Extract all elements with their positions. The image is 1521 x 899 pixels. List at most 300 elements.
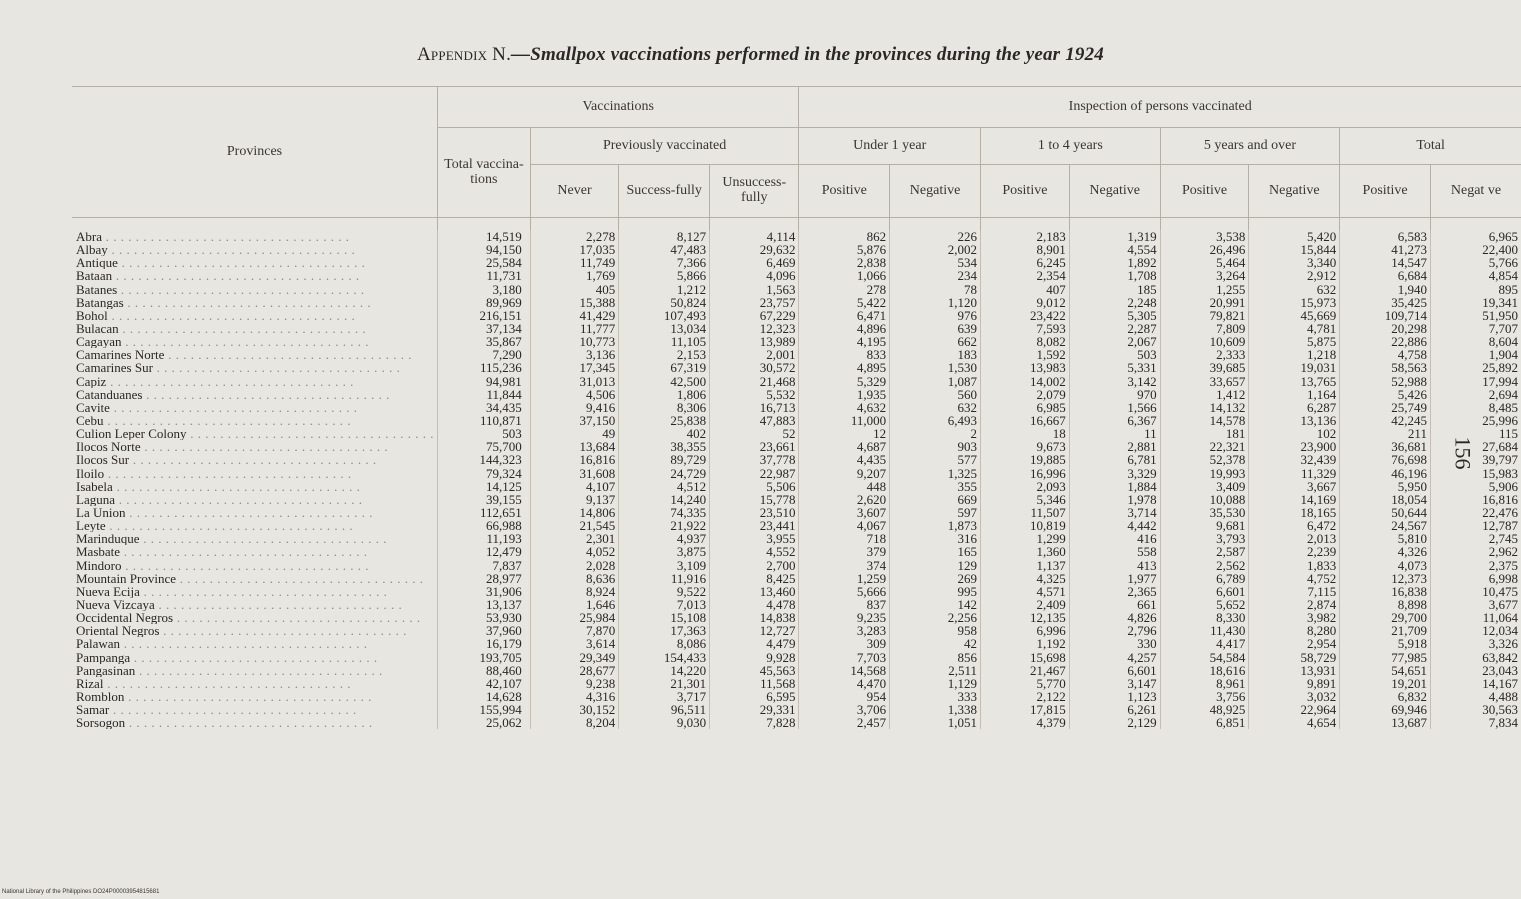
cell-under1-positive: 3,706	[799, 703, 890, 716]
cell-5plus-positive: 6,789	[1160, 572, 1249, 585]
cell-unsuccessfully: 14,838	[710, 611, 799, 624]
cell-never: 8,924	[530, 585, 619, 598]
cell-province: Albay . . .	[72, 243, 438, 256]
cell-5plus-positive: 7,809	[1160, 322, 1249, 335]
cell-total-positive: 42,245	[1340, 414, 1431, 427]
cell-1to4-positive: 2,183	[981, 230, 1070, 243]
cell-total-positive: 29,700	[1340, 611, 1431, 624]
table-row	[72, 335, 1521, 348]
cell-total-vaccinations: 11,731	[438, 269, 531, 282]
header-inspection: Inspection of persons vaccinated	[799, 87, 1521, 128]
cell-5plus-positive: 39,685	[1160, 361, 1249, 374]
cell-total-positive: 46,196	[1340, 467, 1431, 480]
cell-5plus-negative: 2,912	[1249, 269, 1340, 282]
cell-never: 4,107	[530, 480, 619, 493]
cell-5plus-negative: 45,669	[1249, 309, 1340, 322]
cell-total-negative: 16,816	[1430, 493, 1521, 506]
cell-never: 16,816	[530, 453, 619, 466]
cell-total-negative: 14,167	[1430, 677, 1521, 690]
cell-under1-negative: 577	[890, 453, 981, 466]
cell-successfully: 11,105	[619, 335, 710, 348]
header-1to4-negative: Negative	[1069, 165, 1160, 218]
cell-total-positive: 22,886	[1340, 335, 1431, 348]
cell-1to4-positive: 2,093	[981, 480, 1070, 493]
cell-1to4-positive: 5,346	[981, 493, 1070, 506]
cell-1to4-positive: 16,996	[981, 467, 1070, 480]
table-row	[72, 401, 1521, 414]
cell-total-positive: 14,547	[1340, 256, 1431, 269]
cell-under1-positive: 9,207	[799, 467, 890, 480]
cell-5plus-negative: 23,900	[1249, 440, 1340, 453]
cell-unsuccessfully: 22,987	[710, 467, 799, 480]
cell-province: Iloilo . . .	[72, 467, 438, 480]
page-title	[0, 44, 1521, 66]
cell-total-negative: 115	[1430, 427, 1521, 440]
cell-under1-positive: 278	[799, 283, 890, 296]
cell-under1-negative: 78	[890, 283, 981, 296]
cell-never: 1,646	[530, 598, 619, 611]
cell-total-vaccinations: 94,150	[438, 243, 531, 256]
cell-under1-positive: 2,620	[799, 493, 890, 506]
cell-total-negative: 17,994	[1430, 375, 1521, 388]
cell-province: Palawan . . .	[72, 637, 438, 650]
cell-province: Nueva Ecija . . .	[72, 585, 438, 598]
cell-5plus-negative: 8,280	[1249, 624, 1340, 637]
cell-1to4-negative: 3,147	[1069, 677, 1160, 690]
cell-never: 17,035	[530, 243, 619, 256]
cell-under1-negative: 560	[890, 388, 981, 401]
table-row	[72, 309, 1521, 322]
cell-1to4-positive: 11,507	[981, 506, 1070, 519]
cell-1to4-negative: 1,977	[1069, 572, 1160, 585]
cell-under1-negative: 142	[890, 598, 981, 611]
cell-total-vaccinations: 79,324	[438, 467, 531, 480]
cell-total-vaccinations: 11,193	[438, 532, 531, 545]
cell-successfully: 3,109	[619, 559, 710, 572]
cell-1to4-negative: 6,261	[1069, 703, 1160, 716]
cell-1to4-positive: 1,360	[981, 545, 1070, 558]
header-total-vaccinations: Total vaccina-tions	[438, 128, 531, 218]
cell-1to4-positive: 7,593	[981, 322, 1070, 335]
cell-province: Ilocos Norte . . .	[72, 440, 438, 453]
cell-total-vaccinations: 14,125	[438, 480, 531, 493]
cell-successfully: 3,875	[619, 545, 710, 558]
cell-successfully: 8,127	[619, 230, 710, 243]
cell-5plus-positive: 2,562	[1160, 559, 1249, 572]
cell-under1-positive: 379	[799, 545, 890, 558]
cell-total-vaccinations: 16,179	[438, 637, 531, 650]
cell-5plus-positive: 2,587	[1160, 545, 1249, 558]
cell-unsuccessfully: 2,700	[710, 559, 799, 572]
cell-total-vaccinations: 216,151	[438, 309, 531, 322]
cell-unsuccessfully: 29,331	[710, 703, 799, 716]
cell-total-negative: 27,684	[1430, 440, 1521, 453]
cell-total-positive: 21,709	[1340, 624, 1431, 637]
cell-never: 14,806	[530, 506, 619, 519]
cell-total-positive: 6,583	[1340, 230, 1431, 243]
cell-total-positive: 5,918	[1340, 637, 1431, 650]
cell-province: Laguna . . .	[72, 493, 438, 506]
cell-under1-positive: 833	[799, 348, 890, 361]
cell-total-vaccinations: 193,705	[438, 651, 531, 664]
cell-1to4-negative: 2,067	[1069, 335, 1160, 348]
cell-1to4-positive: 5,770	[981, 677, 1070, 690]
cell-1to4-positive: 2,354	[981, 269, 1070, 282]
cell-under1-negative: 632	[890, 401, 981, 414]
table-row	[72, 230, 1521, 243]
cell-1to4-negative: 2,287	[1069, 322, 1160, 335]
cell-total-vaccinations: 66,988	[438, 519, 531, 532]
cell-province: Bataan . . .	[72, 269, 438, 282]
table-row	[72, 283, 1521, 296]
cell-successfully: 9,522	[619, 585, 710, 598]
header-total-positive: Positive	[1340, 165, 1431, 218]
cell-5plus-positive: 48,925	[1160, 703, 1249, 716]
table-row	[72, 256, 1521, 269]
cell-province: Camarines Norte . . .	[72, 348, 438, 361]
cell-1to4-positive: 17,815	[981, 703, 1070, 716]
cell-successfully: 74,335	[619, 506, 710, 519]
header-total: Total	[1340, 128, 1521, 165]
cell-never: 4,316	[530, 690, 619, 703]
cell-under1-positive: 9,235	[799, 611, 890, 624]
cell-province: Mindoro . . .	[72, 559, 438, 572]
table-row	[72, 467, 1521, 480]
cell-total-negative: 5,766	[1430, 256, 1521, 269]
cell-5plus-positive: 4,417	[1160, 637, 1249, 650]
cell-total-negative: 8,604	[1430, 335, 1521, 348]
cell-unsuccessfully: 52	[710, 427, 799, 440]
cell-never: 13,684	[530, 440, 619, 453]
cell-under1-positive: 4,687	[799, 440, 890, 453]
table-row	[72, 480, 1521, 493]
cell-total-positive: 13,687	[1340, 716, 1431, 729]
table-row	[72, 651, 1521, 664]
cell-province: Pampanga . . .	[72, 651, 438, 664]
cell-5plus-negative: 19,031	[1249, 361, 1340, 374]
cell-successfully: 21,301	[619, 677, 710, 690]
cell-under1-positive: 1,935	[799, 388, 890, 401]
cell-under1-negative: 662	[890, 335, 981, 348]
cell-unsuccessfully: 11,568	[710, 677, 799, 690]
cell-total-vaccinations: 75,700	[438, 440, 531, 453]
cell-1to4-negative: 2,881	[1069, 440, 1160, 453]
cell-5plus-positive: 9,681	[1160, 519, 1249, 532]
table-row	[72, 440, 1521, 453]
cell-unsuccessfully: 6,469	[710, 256, 799, 269]
cell-5plus-positive: 20,991	[1160, 296, 1249, 309]
cell-total-vaccinations: 25,584	[438, 256, 531, 269]
cell-under1-positive: 4,470	[799, 677, 890, 690]
cell-total-negative: 2,745	[1430, 532, 1521, 545]
cell-under1-positive: 4,067	[799, 519, 890, 532]
cell-total-vaccinations: 155,994	[438, 703, 531, 716]
cell-total-negative: 15,983	[1430, 467, 1521, 480]
header-vaccinations: Vaccinations	[438, 87, 799, 128]
cell-under1-positive: 448	[799, 480, 890, 493]
cell-1to4-positive: 9,673	[981, 440, 1070, 453]
cell-under1-positive: 4,896	[799, 322, 890, 335]
cell-unsuccessfully: 13,460	[710, 585, 799, 598]
cell-unsuccessfully: 16,713	[710, 401, 799, 414]
table-row	[72, 322, 1521, 335]
cell-under1-negative: 1,120	[890, 296, 981, 309]
header-5-years-and-over: 5 years and over	[1160, 128, 1340, 165]
cell-total-vaccinations: 42,107	[438, 677, 531, 690]
cell-province: Oriental Negros . . .	[72, 624, 438, 637]
cell-under1-negative: 2	[890, 427, 981, 440]
cell-under1-negative: 856	[890, 651, 981, 664]
cell-under1-positive: 5,422	[799, 296, 890, 309]
cell-total-vaccinations: 94,981	[438, 375, 531, 388]
cell-under1-negative: 1,087	[890, 375, 981, 388]
cell-total-positive: 77,985	[1340, 651, 1431, 664]
cell-total-positive: 1,940	[1340, 283, 1431, 296]
cell-5plus-positive: 26,496	[1160, 243, 1249, 256]
cell-unsuccessfully: 12,727	[710, 624, 799, 637]
cell-successfully: 154,433	[619, 651, 710, 664]
cell-1to4-negative: 503	[1069, 348, 1160, 361]
cell-never: 4,052	[530, 545, 619, 558]
cell-unsuccessfully: 8,425	[710, 572, 799, 585]
cell-total-negative: 39,797	[1430, 453, 1521, 466]
cell-total-negative: 12,034	[1430, 624, 1521, 637]
cell-under1-positive: 3,283	[799, 624, 890, 637]
cell-never: 29,349	[530, 651, 619, 664]
cell-never: 2,028	[530, 559, 619, 572]
cell-successfully: 67,319	[619, 361, 710, 374]
cell-1to4-positive: 16,667	[981, 414, 1070, 427]
header-under-1-year: Under 1 year	[799, 128, 981, 165]
cell-5plus-negative: 3,982	[1249, 611, 1340, 624]
cell-unsuccessfully: 12,323	[710, 322, 799, 335]
cell-5plus-negative: 58,729	[1249, 651, 1340, 664]
cell-total-vaccinations: 88,460	[438, 664, 531, 677]
cell-successfully: 5,866	[619, 269, 710, 282]
cell-1to4-negative: 1,566	[1069, 401, 1160, 414]
cell-5plus-negative: 4,752	[1249, 572, 1340, 585]
cell-1to4-negative: 1,884	[1069, 480, 1160, 493]
cell-under1-negative: 534	[890, 256, 981, 269]
cell-under1-positive: 718	[799, 532, 890, 545]
header-total-negative: Negat ve	[1430, 165, 1521, 218]
cell-under1-positive: 309	[799, 637, 890, 650]
table-row	[72, 664, 1521, 677]
table-row	[72, 493, 1521, 506]
table-row	[72, 519, 1521, 532]
cell-1to4-positive: 8,901	[981, 243, 1070, 256]
cell-1to4-positive: 13,983	[981, 361, 1070, 374]
cell-total-positive: 12,373	[1340, 572, 1431, 585]
cell-total-positive: 76,698	[1340, 453, 1431, 466]
cell-province: Batanes . . .	[72, 283, 438, 296]
cell-total-vaccinations: 39,155	[438, 493, 531, 506]
cell-total-positive: 5,810	[1340, 532, 1431, 545]
cell-5plus-positive: 52,378	[1160, 453, 1249, 466]
cell-successfully: 4,512	[619, 480, 710, 493]
cell-5plus-positive: 19,993	[1160, 467, 1249, 480]
cell-5plus-positive: 10,088	[1160, 493, 1249, 506]
cell-province: Marinduque . . .	[72, 532, 438, 545]
cell-5plus-negative: 13,931	[1249, 664, 1340, 677]
cell-successfully: 402	[619, 427, 710, 440]
cell-under1-positive: 4,435	[799, 453, 890, 466]
cell-total-positive: 16,838	[1340, 585, 1431, 598]
table-row	[72, 348, 1521, 361]
table-row	[72, 532, 1521, 545]
cell-successfully: 7,366	[619, 256, 710, 269]
cell-never: 11,749	[530, 256, 619, 269]
cell-successfully: 89,729	[619, 453, 710, 466]
cell-unsuccessfully: 7,828	[710, 716, 799, 729]
cell-under1-negative: 2,256	[890, 611, 981, 624]
cell-unsuccessfully: 47,883	[710, 414, 799, 427]
cell-total-positive: 4,073	[1340, 559, 1431, 572]
cell-1to4-negative: 5,331	[1069, 361, 1160, 374]
cell-under1-negative: 6,493	[890, 414, 981, 427]
cell-total-vaccinations: 13,137	[438, 598, 531, 611]
cell-never: 405	[530, 283, 619, 296]
cell-province: Antique . . .	[72, 256, 438, 269]
cell-1to4-negative: 3,142	[1069, 375, 1160, 388]
cell-unsuccessfully: 23,441	[710, 519, 799, 532]
cell-1to4-negative: 4,442	[1069, 519, 1160, 532]
cell-5plus-negative: 6,472	[1249, 519, 1340, 532]
cell-province: Sorsogon . . .	[72, 716, 438, 729]
cell-never: 41,429	[530, 309, 619, 322]
table-row	[72, 296, 1521, 309]
cell-under1-positive: 4,632	[799, 401, 890, 414]
cell-1to4-positive: 23,422	[981, 309, 1070, 322]
cell-under1-negative: 639	[890, 322, 981, 335]
cell-under1-negative: 42	[890, 637, 981, 650]
cell-under1-positive: 5,876	[799, 243, 890, 256]
cell-never: 37,150	[530, 414, 619, 427]
cell-total-positive: 4,758	[1340, 348, 1431, 361]
cell-5plus-positive: 8,961	[1160, 677, 1249, 690]
cell-unsuccessfully: 4,114	[710, 230, 799, 243]
cell-1to4-negative: 2,248	[1069, 296, 1160, 309]
cell-province: Rizal . . .	[72, 677, 438, 690]
cell-1to4-positive: 15,698	[981, 651, 1070, 664]
cell-successfully: 11,916	[619, 572, 710, 585]
cell-total-positive: 35,425	[1340, 296, 1431, 309]
cell-total-positive: 25,749	[1340, 401, 1431, 414]
cell-successfully: 2,153	[619, 348, 710, 361]
header-5plus-negative: Negative	[1249, 165, 1340, 218]
cell-unsuccessfully: 15,778	[710, 493, 799, 506]
cell-5plus-negative: 3,032	[1249, 690, 1340, 703]
cell-successfully: 1,212	[619, 283, 710, 296]
cell-province: Romblon . . .	[72, 690, 438, 703]
cell-successfully: 25,838	[619, 414, 710, 427]
cell-never: 9,238	[530, 677, 619, 690]
cell-province: Culion Leper Colony . . .	[72, 427, 438, 440]
cell-province: Masbate . . .	[72, 545, 438, 558]
cell-never: 8,204	[530, 716, 619, 729]
cell-1to4-negative: 5,305	[1069, 309, 1160, 322]
cell-never: 31,013	[530, 375, 619, 388]
cell-total-positive: 58,563	[1340, 361, 1431, 374]
cell-total-positive: 6,832	[1340, 690, 1431, 703]
cell-5plus-positive: 2,333	[1160, 348, 1249, 361]
cell-5plus-negative: 9,891	[1249, 677, 1340, 690]
cell-unsuccessfully: 3,955	[710, 532, 799, 545]
cell-total-positive: 8,898	[1340, 598, 1431, 611]
cell-1to4-negative: 4,554	[1069, 243, 1160, 256]
cell-1to4-positive: 1,299	[981, 532, 1070, 545]
cell-5plus-positive: 18,616	[1160, 664, 1249, 677]
cell-5plus-negative: 18,165	[1249, 506, 1340, 519]
cell-province: La Union . . .	[72, 506, 438, 519]
cell-5plus-positive: 14,578	[1160, 414, 1249, 427]
cell-total-vaccinations: 11,844	[438, 388, 531, 401]
table-row	[72, 375, 1521, 388]
cell-successfully: 42,500	[619, 375, 710, 388]
cell-under1-positive: 11,000	[799, 414, 890, 427]
cell-never: 7,870	[530, 624, 619, 637]
cell-province: Cagayan . . .	[72, 335, 438, 348]
cell-1to4-positive: 8,082	[981, 335, 1070, 348]
cell-under1-negative: 226	[890, 230, 981, 243]
cell-under1-negative: 1,325	[890, 467, 981, 480]
table-row	[72, 545, 1521, 558]
cell-total-negative: 22,476	[1430, 506, 1521, 519]
cell-under1-negative: 976	[890, 309, 981, 322]
cell-total-negative: 3,326	[1430, 637, 1521, 650]
cell-successfully: 17,363	[619, 624, 710, 637]
cell-total-vaccinations: 53,930	[438, 611, 531, 624]
footer-credit: National Library of the Philippines DO24P00003954815681	[2, 889, 160, 895]
table-row	[72, 361, 1521, 374]
cell-unsuccessfully: 4,552	[710, 545, 799, 558]
cell-under1-negative: 269	[890, 572, 981, 585]
cell-5plus-negative: 5,420	[1249, 230, 1340, 243]
cell-5plus-positive: 6,851	[1160, 716, 1249, 729]
table-row	[72, 598, 1521, 611]
cell-province: Batangas . . .	[72, 296, 438, 309]
cell-total-vaccinations: 7,837	[438, 559, 531, 572]
cell-1to4-negative: 2,365	[1069, 585, 1160, 598]
cell-1to4-positive: 2,079	[981, 388, 1070, 401]
cell-1to4-positive: 2,409	[981, 598, 1070, 611]
cell-total-negative: 12,787	[1430, 519, 1521, 532]
cell-never: 9,137	[530, 493, 619, 506]
cell-never: 28,677	[530, 664, 619, 677]
cell-successfully: 9,030	[619, 716, 710, 729]
cell-5plus-negative: 2,013	[1249, 532, 1340, 545]
cell-successfully: 3,717	[619, 690, 710, 703]
cell-total-vaccinations: 115,236	[438, 361, 531, 374]
cell-under1-negative: 2,002	[890, 243, 981, 256]
cell-under1-positive: 2,838	[799, 256, 890, 269]
cell-total-vaccinations: 28,977	[438, 572, 531, 585]
cell-unsuccessfully: 5,506	[710, 480, 799, 493]
cell-1to4-positive: 6,996	[981, 624, 1070, 637]
cell-5plus-negative: 32,439	[1249, 453, 1340, 466]
cell-5plus-positive: 33,657	[1160, 375, 1249, 388]
cell-1to4-negative: 6,367	[1069, 414, 1160, 427]
cell-total-vaccinations: 34,435	[438, 401, 531, 414]
cell-1to4-negative: 330	[1069, 637, 1160, 650]
cell-total-positive: 20,298	[1340, 322, 1431, 335]
cell-1to4-negative: 185	[1069, 283, 1160, 296]
cell-never: 2,278	[530, 230, 619, 243]
cell-total-positive: 5,950	[1340, 480, 1431, 493]
cell-total-positive: 69,946	[1340, 703, 1431, 716]
cell-under1-negative: 1,129	[890, 677, 981, 690]
cell-unsuccessfully: 45,563	[710, 664, 799, 677]
